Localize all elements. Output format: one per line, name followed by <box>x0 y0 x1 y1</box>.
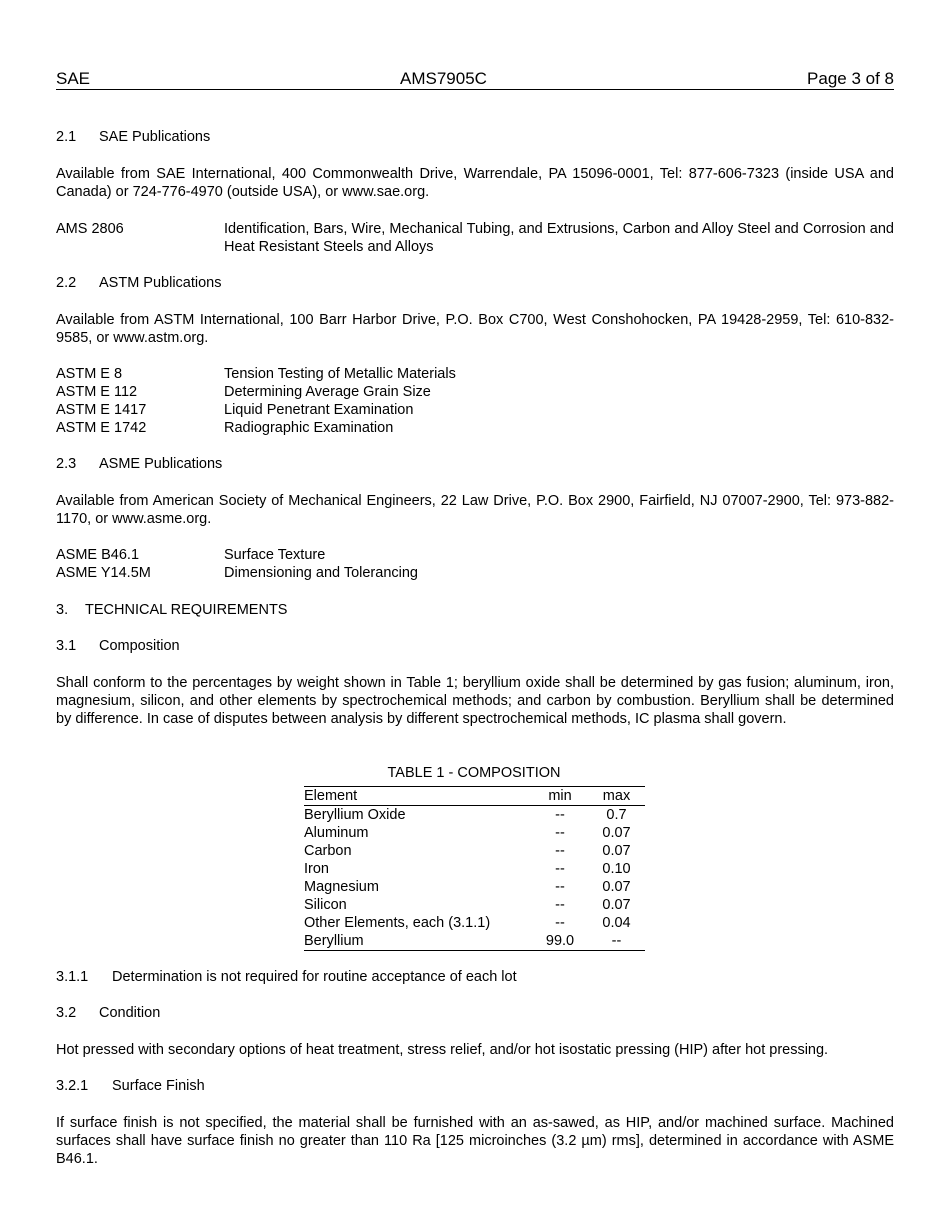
min-cell: -- <box>555 879 565 895</box>
reference-code: ASME Y14.5M <box>56 565 151 581</box>
min-cell: -- <box>555 915 565 931</box>
element-cell: Beryllium <box>304 932 532 951</box>
min-cell: -- <box>555 825 565 841</box>
section-3-1-heading <box>56 637 894 655</box>
composition-table <box>304 786 645 951</box>
section-title: Determination is not required for routine acceptance of each lot <box>112 969 517 985</box>
table-row <box>304 860 645 878</box>
reference-title: Tension Testing of Metallic Materials <box>224 366 456 382</box>
asme-reference-list <box>56 546 894 582</box>
min-cell: -- <box>555 807 565 823</box>
page-header <box>56 68 894 90</box>
column-header-element: Element <box>304 787 532 806</box>
section-title: Composition <box>99 638 180 654</box>
element-cell: Silicon <box>304 897 347 913</box>
reference-row <box>56 564 894 582</box>
column-header-max: max <box>588 787 645 806</box>
reference-row <box>56 365 894 383</box>
reference-row <box>56 383 894 401</box>
table-row <box>304 878 645 896</box>
element-cell: Magnesium <box>304 879 379 895</box>
section-title: TECHNICAL REQUIREMENTS <box>85 602 288 618</box>
section-2-2-heading <box>56 274 894 292</box>
table-row <box>304 914 645 932</box>
section-3-2-1-heading <box>56 1077 894 1095</box>
section-2-3-availability: Available from American Society of Mechanical Engineers, 22 Law Drive, P.O. Box 2900, Fairfield, NJ 07007-2900, Tel: 973-882-1170, or www.asme.org. <box>56 493 894 527</box>
element-cell: Iron <box>304 861 329 877</box>
table-1-title: TABLE 1 - COMPOSITION <box>387 765 561 781</box>
header-org: SAE <box>56 69 91 88</box>
max-cell: -- <box>588 932 645 951</box>
min-cell: -- <box>555 843 565 859</box>
table-header-row <box>304 787 645 806</box>
table-row <box>304 842 645 860</box>
max-cell: 0.10 <box>602 861 631 877</box>
section-3-1-1-heading <box>56 968 894 986</box>
reference-title: Identification, Bars, Wire, Mechanical Tubing, and Extrusions, Carbon and Alloy Steel and Corrosion and Heat Resistant Steels and Alloys <box>224 221 894 255</box>
reference-row <box>56 546 894 564</box>
section-3-2-heading <box>56 1004 894 1022</box>
section-number: 2.2 <box>56 275 77 291</box>
min-cell: -- <box>555 897 565 913</box>
element-cell: Carbon <box>304 843 352 859</box>
section-3-1-body: Shall conform to the percentages by weight shown in Table 1; beryllium oxide shall be determined by gas fusion; aluminum, iron, magnesium, silicon, and other elements by spectrochemical methods; and carbon by combustion. Beryllium shall be determined by difference. In case of disputes between analysis by different spectrochemical methods, IC plasma shall govern. <box>56 675 894 727</box>
reference-code: ASTM E 8 <box>56 366 123 382</box>
header-page-number: Page 3 of 8 <box>807 69 894 88</box>
section-title: SAE Publications <box>99 129 211 145</box>
section-number: 3. <box>56 602 69 618</box>
max-cell: 0.7 <box>606 807 627 823</box>
reference-code: AMS 2806 <box>56 221 124 237</box>
reference-code: ASTM E 112 <box>56 384 138 400</box>
reference-title: Determining Average Grain Size <box>224 384 431 400</box>
section-number: 2.1 <box>56 129 77 145</box>
section-3-2-1-body: If surface finish is not specified, the material shall be furnished with an as-sawed, as HIP, and/or machined surface. Machined surfaces shall have surface finish no greater than 110 Ra [125 microinches (3.2 µm) rms], determined in accordance with ASME B46.1. <box>56 1115 894 1167</box>
reference-row <box>56 419 894 437</box>
header-doc-id: AMS7905C <box>400 69 487 88</box>
section-title: ASME Publications <box>99 456 223 472</box>
reference-title: Surface Texture <box>224 547 326 563</box>
table-row <box>304 896 645 914</box>
section-title: Surface Finish <box>112 1078 205 1094</box>
section-2-1-availability: Available from SAE International, 400 Commonwealth Drive, Warrendale, PA 15096-0001, Tel: 877-606-7323 (inside USA and Canada) or 724-776-4970 (outside USA), or www.sae.org. <box>56 166 894 200</box>
section-title: ASTM Publications <box>99 275 222 291</box>
element-cell: Aluminum <box>304 825 369 841</box>
reference-code: ASME B46.1 <box>56 547 140 563</box>
max-cell: 0.07 <box>602 825 631 841</box>
max-cell: 0.07 <box>602 879 631 895</box>
reference-row <box>56 401 894 419</box>
section-2-1-heading <box>56 128 894 146</box>
reference-title: Radiographic Examination <box>224 420 394 436</box>
reference-row <box>56 220 894 256</box>
section-number: 3.2.1 <box>56 1078 89 1094</box>
astm-reference-list <box>56 365 894 437</box>
min-cell: -- <box>555 861 565 877</box>
max-cell: 0.07 <box>602 897 631 913</box>
reference-title: Liquid Penetrant Examination <box>224 402 414 418</box>
sae-reference-list <box>56 220 894 256</box>
table-row <box>304 806 645 825</box>
min-cell: 99.0 <box>532 932 588 951</box>
element-cell: Beryllium Oxide <box>304 807 406 823</box>
section-3-2-body: Hot pressed with secondary options of heat treatment, stress relief, and/or hot isostatic pressing (HIP) after hot pressing. <box>56 1042 829 1058</box>
column-header-min: min <box>532 787 588 806</box>
reference-title: Dimensioning and Tolerancing <box>224 565 418 581</box>
section-number: 3.1.1 <box>56 969 89 985</box>
section-number: 3.1 <box>56 638 77 654</box>
reference-code: ASTM E 1417 <box>56 402 147 418</box>
table-row <box>304 932 645 951</box>
element-cell: Other Elements, each (3.1.1) <box>304 915 491 931</box>
section-2-2-availability: Available from ASTM International, 100 Barr Harbor Drive, P.O. Box C700, West Conshohocken, PA 19428-2959, Tel: 610-832-9585, or www.astm.org. <box>56 312 894 346</box>
section-title: Condition <box>99 1005 161 1021</box>
section-2-3-heading <box>56 455 894 473</box>
max-cell: 0.07 <box>602 843 631 859</box>
section-number: 3.2 <box>56 1005 77 1021</box>
section-number: 2.3 <box>56 456 77 472</box>
reference-code: ASTM E 1742 <box>56 420 147 436</box>
table-row <box>304 824 645 842</box>
section-3-heading <box>56 601 894 619</box>
max-cell: 0.04 <box>602 915 631 931</box>
